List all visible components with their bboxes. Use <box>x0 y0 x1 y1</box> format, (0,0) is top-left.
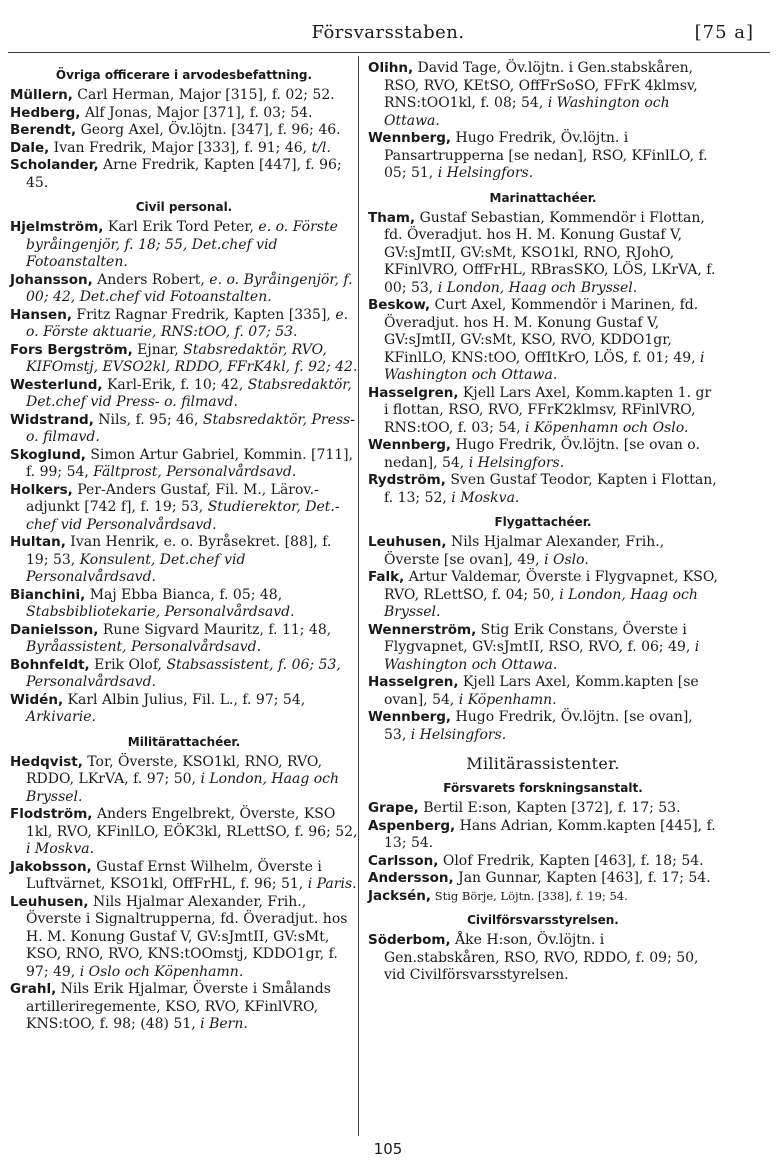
entry-text: Rune Sigvard Mauritz, f. 11; 48, <box>98 621 332 638</box>
entry <box>10 894 358 982</box>
entry <box>10 87 358 105</box>
entry-italic: i Moskva. <box>26 841 95 857</box>
entry-text: Anders Engelbrekt, Överste, KSO 1kl, RVO, KFinlLO, EÖK3kl, RLettSO, f. 96; 52, <box>26 806 358 840</box>
entry-name: Rydström, <box>368 472 446 488</box>
entry-text: Hugo Fredrik, Öv.löjtn. [se ovan], 53, <box>384 709 693 743</box>
entry <box>368 60 718 130</box>
entry-text: Nils Hjalmar Alexander, Frih., Överste i Signaltrupperna, fd. Överadjut. hos H. M. Konung Gustaf V, GV:sJmtII, GV:sMt, KSO, RNO, RVO, KNS:tOOmstj, KDDO1gr, f. 97; 49, <box>26 893 348 980</box>
entry-name: Westerlund, <box>10 376 103 393</box>
entry-name: Wennerström, <box>368 621 477 638</box>
entry <box>10 859 358 894</box>
entry <box>368 870 718 888</box>
entry <box>368 888 718 906</box>
entry-name: Leuhusen, <box>10 893 89 910</box>
section-heading: Civilförsvarsstyrelsen. <box>467 913 619 927</box>
entry-text: Nils Hjalmar Alexander, Frih., Överste [se ovan], 49, <box>384 534 665 568</box>
entry <box>10 140 358 158</box>
entry <box>10 377 358 412</box>
entry-italic: Konsulent, Det.chef vid Personalvårdsavd. <box>26 551 246 585</box>
entry <box>10 157 358 192</box>
section-heading: Försvarets forskningsanstalt. <box>443 781 643 795</box>
entry-name: Bianchini, <box>10 586 86 603</box>
entry-italic: Byråassistent, Personalvårdsavd. <box>26 639 262 655</box>
entry-text: Nils Erik Hjalmar, Överste i Smålands artilleriregemente, KSO, RVO, KFinlVRO, KNS:tOO, f. 98; (48) 51, <box>26 981 331 1032</box>
entry-name: Bohnfeldt, <box>10 656 90 673</box>
entry-name: Carlsson, <box>368 852 439 869</box>
section-heading: Militärattachéer. <box>127 734 241 749</box>
entry-italic: e. o. Förste byråingenjör, f. 18; 55, Det.chef vid Fotoanstalten. <box>26 219 338 270</box>
entry-italic: Studierektor, Det.-chef vid Personalvårdsavd. <box>26 499 340 533</box>
entry-name: Falk, <box>368 569 405 585</box>
entry-name: Holkers, <box>10 481 73 498</box>
entry <box>368 385 718 438</box>
entry-italic: Stabsassistent, f. 06; 53, Personalvårdsavd. <box>26 656 341 690</box>
entry <box>10 105 358 123</box>
entry <box>368 569 718 622</box>
entry-italic: i Oslo och Köpenhamn. <box>75 963 244 980</box>
entry-italic: Stabsredaktör, Det.chef vid Press- o. filmavd. <box>26 376 352 410</box>
entry-name: Hasselgren, <box>368 384 459 401</box>
entry-name: Andersson, <box>368 870 454 886</box>
entry-text: Simon Artur Gabriel, Kommin. [711], f. 99; 54, <box>26 446 354 480</box>
entry-text: Gustaf Sebastian, Kommendör i Flottan, fd. Överadjut. hos H. M. Konung Gustaf V, GV:sJmtII, GV:sMt, KSO1kl, RNO, RJohO, KFinlVRO, OffFrHL, RBrasSKO, LÖS, LKrVA, f. 00; 53, <box>384 209 716 296</box>
entry-text: Artur Valdemar, Överste i Flygvapnet, KSO, RVO, RLettSO, f. 04; 50, <box>384 569 718 603</box>
entry <box>368 818 718 853</box>
entry <box>368 437 718 472</box>
entry-text: Karl Erik Tord Peter, <box>103 219 254 235</box>
entry-name: Müllern, <box>10 87 73 103</box>
entry-italic: Stabsredaktör, Press- o. filmavd. <box>26 411 355 445</box>
entry-name: Flodström, <box>10 806 93 822</box>
entry-italic: i Oslo. <box>539 551 589 568</box>
page-title: Försvarsstaben. <box>311 22 465 43</box>
entry-italic: Fältprost, Personalvårdsavd. <box>88 464 297 480</box>
entry-name: Tham, <box>368 209 416 226</box>
entry-italic: i Helsingfors. <box>464 454 565 471</box>
entry <box>10 342 358 377</box>
entry <box>10 981 358 1034</box>
entry-text: Hugo Fredrik, Öv.löjtn. i Pansartrupperna [se nedan], RSO, KFinlLO, f. 05; 51, <box>384 130 708 181</box>
entry-name: Jacksén, <box>368 887 432 904</box>
entry-name: Leuhusen, <box>368 534 447 550</box>
entry <box>10 272 358 307</box>
entry-text: Karl Albin Julius, Fil. L., f. 97; 54, <box>63 691 306 708</box>
page-code: [75 a] <box>694 22 754 43</box>
section-heading: Övriga officerare i arvodesbefattning. <box>55 68 313 82</box>
entry <box>368 622 718 675</box>
entry-text: David Tage, Öv.löjtn. i Gen.stabskåren, RSO, RVO, KEtSO, OffFrSoSO, FFrK 4klmsv, RNS:tOO1kl, f. 08; 54, <box>384 60 698 111</box>
entry-text: Ivan Henrik, e. o. Byråsekret. [88], f. 19; 53, <box>26 534 332 568</box>
entry <box>10 657 358 692</box>
entry-name: Wennberg, <box>368 437 452 453</box>
entry-text: Per-Anders Gustaf, Fil. M., Lärov.-adjunkt [742 f], f. 19; 53, <box>26 481 319 515</box>
entry-text: Kjell Lars Axel, Komm.kapten [se ovan], 54, <box>384 674 699 708</box>
entry <box>10 219 358 272</box>
entry <box>10 447 358 482</box>
entry-name: Hedberg, <box>10 104 81 121</box>
entry-name: Hansen, <box>10 306 72 323</box>
entry <box>368 130 718 183</box>
entry <box>368 210 718 298</box>
entry-name: Hultan, <box>10 534 66 550</box>
entry-name: Hasselgren, <box>368 674 459 690</box>
entry-italic: Arkivarie. <box>26 709 96 725</box>
entry-text: Nils, f. 95; 46, <box>93 411 199 428</box>
entry-name: Fors Bergström, <box>10 341 133 358</box>
entry-italic: i Bern. <box>195 1016 248 1032</box>
entry-name: Wennberg, <box>368 709 452 725</box>
entry-italic: i London, Haag och Bryssel. <box>26 771 340 805</box>
entry <box>368 534 718 569</box>
entry-text: Erik Olof, <box>89 656 162 673</box>
major-heading: Militärassistenter. <box>466 754 620 773</box>
entry <box>10 534 358 587</box>
entry-text: Ivan Fredrik, Major [333], f. 91; 46, <box>49 139 308 156</box>
entry-italic: i Paris. <box>303 876 357 892</box>
entry-italic: i Köpenhamn. <box>454 691 557 708</box>
entry <box>10 482 358 535</box>
right-column <box>368 60 718 985</box>
entry <box>10 307 358 342</box>
entry-text: Stig Börje, Löjtn. [338], f. 19; 54. <box>431 888 628 903</box>
entry-name: Johansson, <box>10 271 93 288</box>
entry-text: Sven Gustaf Teodor, Kapten i Flottan, f. 13; 52, <box>384 472 717 506</box>
entry <box>10 412 358 447</box>
entry <box>10 622 358 657</box>
entry-italic: e. o. Förste aktuarie, RNS:tOO, f. 07; 53. <box>26 306 349 340</box>
entry-italic: Stabsredaktör, RVO, KIFOmstj, EVSO2kl, RDDO, FFrK4kl, f. 92; 42. <box>26 341 358 375</box>
entry-text: Maj Ebba Bianca, f. 05; 48, <box>85 586 283 603</box>
entry-name: Aspenberg, <box>368 817 456 834</box>
entry-name: Grahl, <box>10 981 57 997</box>
entry <box>10 122 358 140</box>
entry-name: Scholander, <box>10 157 99 173</box>
column-divider <box>358 56 359 1136</box>
entry-text: Gustaf Ernst Wilhelm, Överste i Luftvärnet, KSO1kl, OffFrHL, f. 96; 51, <box>26 858 322 892</box>
entry-name: Grape, <box>368 800 419 816</box>
entry-text: Stig Erik Constans, Överste i Flygvapnet, GV:sJmtII, RSO, RVO, f. 06; 49, <box>384 621 691 655</box>
entry <box>368 932 718 985</box>
entry-italic: i Helsingfors. <box>406 726 507 743</box>
entry-italic: i London, Haag och Bryssel. <box>384 586 698 620</box>
entry-name: Skoglund, <box>10 446 86 463</box>
entry-name: Berendt, <box>10 122 77 138</box>
entry-name: Hedqvist, <box>10 753 83 770</box>
entry-name: Söderbom, <box>368 932 451 948</box>
entry-text: Hans Adrian, Komm.kapten [445], f. 13; 54. <box>384 817 716 851</box>
entry <box>10 754 358 807</box>
entry-italic: t/l. <box>307 139 331 156</box>
entry-text: Alf Jonas, Major [371], f. 03; 54. <box>80 104 313 121</box>
left-column <box>10 60 358 1034</box>
entry <box>10 692 358 727</box>
entry <box>368 800 718 818</box>
entry-italic: e. o. Byråingenjör, f. 00; 42, Det.chef vid Fotoanstalten. <box>26 271 353 305</box>
entry-name: Beskow, <box>368 297 431 313</box>
entry-text: Fritz Ragnar Fredrik, Kapten [335], <box>71 306 331 323</box>
entry <box>368 472 718 507</box>
entry-name: Wennberg, <box>368 130 452 146</box>
entry-text: Carl Herman, Major [315], f. 02; 52. <box>72 87 335 103</box>
entry-name: Olihn, <box>368 60 414 76</box>
entry-italic: i Washington och Ottawa. <box>384 95 670 129</box>
section-heading: Flygattachéer. <box>494 515 592 529</box>
entry-text: Tor, Överste, KSO1kl, RNO, RVO, RDDO, LKrVA, f. 97; 50, <box>26 753 323 787</box>
entry-text: Jan Gunnar, Kapten [463], f. 17; 54. <box>453 870 711 886</box>
entry-italic: i Washington och Ottawa. <box>384 639 700 673</box>
entry-text: Karl-Erik, f. 10; 42, <box>102 376 244 393</box>
entry-italic: i Washington och Ottawa. <box>384 349 705 383</box>
entry-name: Danielsson, <box>10 621 99 638</box>
entry <box>10 587 358 622</box>
entry-italic: Stabsbibliotekarie, Personalvårdsavd. <box>26 604 295 620</box>
entry-text: Åke H:son, Öv.löjtn. i Gen.stabskåren, RSO, RVO, RDDO, f. 09; 50, vid Civilförsvarsstyrelsen. <box>384 932 699 983</box>
entry-name: Dale, <box>10 139 50 156</box>
entry-text: Kjell Lars Axel, Komm.kapten 1. gr i flottan, RSO, RVO, FFrK2klmsv, RFinlVRO, RNS:tOO, f. 03; 54, <box>384 384 712 436</box>
entry <box>10 806 358 859</box>
entry-text: Hugo Fredrik, Öv.löjtn. [se ovan o. nedan], 54, <box>384 437 700 471</box>
entry-italic: i Moskva. <box>446 489 520 506</box>
entry-text: Anders Robert, <box>92 271 205 288</box>
entry-text: Curt Axel, Kommendör i Marinen, fd. Överadjut. hos H. M. Konung Gustaf V, GV:sJmtII, GV:sMt, KSO, RVO, KDDO1gr, KFinlLO, KNS:tOO, OffItKrO, LÖS, f. 01; 49, <box>384 297 699 366</box>
entry <box>368 297 718 385</box>
entry-text: Georg Axel, Öv.löjtn. [347], f. 96; 46. <box>76 122 341 138</box>
section-heading: Civil personal. <box>135 200 233 214</box>
entry-name: Hjelmström, <box>10 219 104 235</box>
entry-text: Bertil E:son, Kapten [372], f. 17; 53. <box>418 800 681 816</box>
entry-name: Jakobsson, <box>10 858 92 875</box>
entry-text: Olof Fredrik, Kapten [463], f. 18; 54. <box>438 852 704 869</box>
header-rule <box>8 52 770 53</box>
entry-text: Arne Fredrik, Kapten [447], f. 96; 45. <box>26 157 342 191</box>
entry-text: Ejnar, <box>132 341 179 358</box>
entry-name: Widén, <box>10 691 64 708</box>
entry <box>368 853 718 871</box>
entry <box>368 709 718 744</box>
section-heading: Marinattachéer. <box>489 190 597 205</box>
entry-italic: i Köpenhamn och Oslo. <box>520 419 689 436</box>
entry-italic: i Helsingfors. <box>433 165 534 181</box>
entry-italic: i London, Haag och Bryssel. <box>433 279 638 296</box>
entry <box>368 674 718 709</box>
entry-name: Widstrand, <box>10 411 94 428</box>
page-number: 105 <box>373 1140 403 1158</box>
